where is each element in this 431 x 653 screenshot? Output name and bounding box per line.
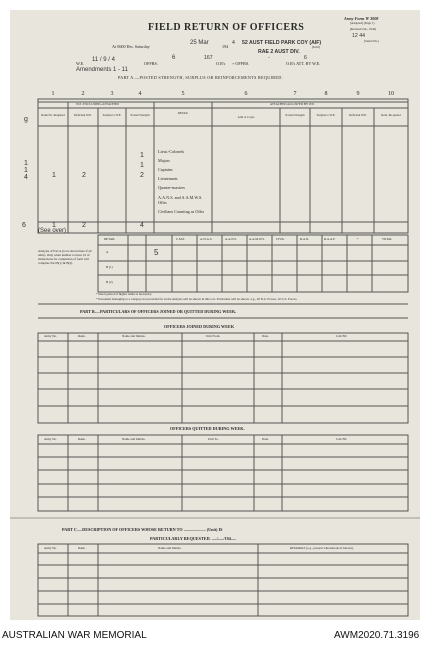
rank-aans: A.A.N.S. and A.A.M.W.S. Offrs — [158, 195, 203, 206]
ors-value: 167 — [204, 55, 213, 61]
mini-row-b1: B (1) — [106, 265, 113, 269]
header-posted: Posted Strength — [130, 113, 150, 117]
total-col2: 1 — [52, 222, 56, 229]
header-arm-corps: Arm or Corps — [237, 115, 255, 119]
year-printed: 194 — [222, 44, 229, 49]
amendments: Amendments 1 - 11 — [76, 67, 128, 73]
mini-row-a: A — [106, 250, 109, 254]
mini-h-total: TOTAL — [382, 237, 393, 241]
header-detail: DETAIL — [177, 111, 189, 115]
rank-lieutenants: Lieutenants — [158, 176, 178, 181]
col-num-5: 5 — [181, 91, 185, 97]
footer-left: AUSTRALIAN WAR MEMORIAL — [2, 630, 147, 641]
plus-offrs-value: - — [268, 55, 270, 61]
joined-h-cause: CAUSE. — [336, 334, 348, 338]
we-value: 11 / 9 / 4 — [92, 57, 115, 63]
footnote-2: * Personnel belonging to a category not provided for in the analysis will be shown in this Col. Particulars will be shown, e.g., 20 N.Z. Forces, 10 U.S. Forces. — [96, 297, 298, 301]
header-deficient: Deficient W.E. — [74, 113, 92, 117]
we-excl-header: W.E. EXCLUDING ATTACHED — [76, 102, 119, 106]
c-h-name: Name and Initials. — [158, 546, 182, 550]
revised-label: (Revised Jan., 1943) — [350, 27, 377, 31]
serial-number: 12 44 — [352, 33, 365, 39]
header-rein-required: Rein. Re-quired — [381, 113, 401, 117]
rank-captains: Captains — [158, 167, 173, 172]
total-col4: 4 — [140, 222, 144, 229]
date-written: 25 Mar — [190, 40, 209, 46]
part-a-title: PART A.—POSTED STRENGTH, SURPLUS OR REINFORCEMENTS REQUIRED. — [118, 75, 283, 80]
joined-h-armyno: Army No. — [44, 334, 57, 338]
col-num-3: 3 — [110, 91, 114, 97]
hw-col4-row1: 1 — [140, 152, 144, 159]
army-form-number: Army Form W 3008 — [344, 16, 379, 21]
ors-label: O.R's — [216, 61, 226, 66]
mini-h-other: * — [357, 237, 359, 241]
att-label: O.R's ATT. BY W.E. — [286, 61, 321, 66]
detail-label: DETAIL — [104, 237, 116, 241]
quitted-h-unit: Unit To. — [208, 437, 219, 441]
mini-h-cmp: C.M.P. — [176, 237, 185, 241]
rank-qm: Quarter-masters — [158, 185, 185, 190]
rank-civilians: Civilians Counting as Offrs — [158, 209, 205, 214]
form-title: FIELD RETURN OF OFFICERS — [148, 22, 305, 33]
c-h-armyno: Army No. — [44, 546, 57, 550]
col-num-10: 10 — [388, 91, 394, 97]
att-allowed-header: ATTACHED ALLOWED BY W.E. — [270, 102, 316, 106]
c-h-rank: Rank. — [78, 546, 86, 550]
quitted-h-date: Date. — [262, 437, 269, 441]
joined-h-unit: Unit From. — [206, 334, 221, 338]
serial-label: (Serial No.) — [364, 39, 380, 43]
col-num-2: 2 — [81, 91, 85, 97]
adapted-label: (Adapted) (Page 1) — [350, 21, 375, 25]
plus-ors-value: 6 — [304, 55, 307, 61]
unit-name: 52 AUST FIELD PARK COY (AIF) — [242, 40, 322, 46]
total-col3: 2 — [82, 222, 86, 229]
see-over-note: (See over) — [38, 228, 67, 234]
mini-h-aans: A.A.N.S. — [225, 237, 237, 241]
hw-col1-row2: 1 — [24, 167, 28, 174]
col-num-1: 1 — [51, 91, 55, 97]
mini-h-civil: CIVIL — [276, 237, 285, 241]
col-num-7: 7 — [293, 91, 297, 97]
col-num-8: 8 — [324, 91, 328, 97]
plus-offrs-label: + OFFRS. — [232, 61, 250, 66]
hw-col1-row3: 4 — [24, 174, 28, 181]
hw-a-detail: 5 — [154, 248, 159, 257]
unit-label: (Unit) — [312, 45, 320, 49]
part-c-subtitle: PARTICULARLY REQUESTED. ...../...../194..... — [150, 536, 237, 541]
hw-col4-row3: 2 — [140, 172, 144, 179]
joined-title: OFFICERS JOINED DURING WEEK — [164, 324, 235, 329]
margin-g: g — [24, 116, 28, 123]
quitted-h-armyno: Army No. — [44, 437, 57, 441]
hw-col2: 1 — [52, 172, 56, 179]
offrs-value: 6 — [172, 55, 176, 61]
part-b-title: PART B.—PARTICULARS OF OFFICERS JOINED OR QUITTED DURING WEEK. — [80, 309, 237, 314]
header-att-surplus: Surplus to W.E. — [316, 113, 336, 117]
hw-col4-row2: 1 — [140, 162, 144, 169]
quitted-title: OFFICERS QUITTED DURING WEEK. — [170, 426, 245, 431]
offrs-label: OFFRS. — [144, 61, 158, 66]
hw-col3: 2 — [82, 172, 86, 179]
analysis-note: Analysis of Part A (to be shown here if all units). Only when number to more 10 of instructions for completion of form will complete Part B(1) & B(2). — [38, 249, 92, 265]
unit-line-2: RAE 2 AUST DIV. — [258, 49, 300, 55]
rank-lt-col: Lieut.-Colonels — [158, 149, 185, 154]
footnote-1: * Insert period of higher ranks as necessary. — [96, 292, 152, 296]
col-num-6: 6 — [244, 91, 248, 97]
c-h-remarks: REMARKS (e.g., present whereabouts if known). — [290, 546, 354, 550]
joined-h-name: Name and Initials. — [122, 334, 146, 338]
quitted-h-cause: CAUSE. — [336, 437, 348, 441]
rank-majors: Majors — [158, 158, 170, 163]
header-surplus: Surplus to W.E. — [102, 113, 122, 117]
header-att-posted: Posted Strength — [285, 113, 305, 117]
mini-row-b2: B (2) — [106, 280, 113, 284]
at-hours-label: At 0600 Hrs. Saturday — [112, 44, 150, 49]
col-num-4: 4 — [138, 91, 142, 97]
header-att-deficient: Deficient W.E. — [349, 113, 367, 117]
year-written: 4 — [232, 40, 235, 46]
footer-right: AWM2020.71.3196 — [334, 630, 420, 641]
mini-h-raaf: R.A.A.F. — [324, 237, 336, 241]
joined-h-rank: Rank. — [78, 334, 86, 338]
header-rank-required: Rank No. Required — [41, 113, 65, 117]
joined-h-date: Date. — [262, 334, 269, 338]
part-c-title: PART C.—DESCRIPTION OF OFFICERS WHOSE RETURN TO ..................... (Unit) IS — [62, 527, 223, 532]
col-num-9: 9 — [356, 91, 360, 97]
mini-h-aamws: A.A.M.W.S. — [249, 237, 265, 241]
mini-h-awas: A.W.A.S. — [200, 237, 213, 241]
we-label: W.E. — [76, 61, 85, 66]
quitted-h-rank: Rank. — [78, 437, 86, 441]
quitted-h-name: Name and Initials. — [122, 437, 146, 441]
mini-h-ran: R.A.N. — [300, 237, 310, 241]
total-col1: 6 — [22, 222, 26, 229]
hw-col1-row1: 1 — [24, 160, 28, 167]
